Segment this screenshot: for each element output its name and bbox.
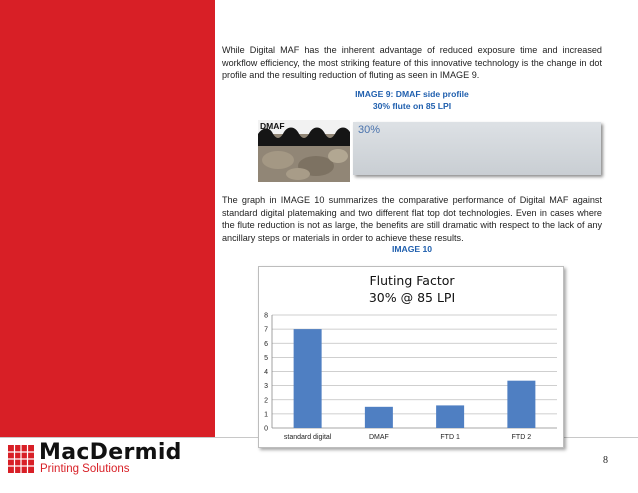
bar [436, 405, 464, 428]
flute-percent-label: 30% [358, 124, 381, 136]
x-tick-label: standard digital [283, 434, 332, 441]
y-tick-label: 2 [264, 397, 268, 405]
bar [365, 407, 393, 428]
x-tick-label: FTD 1 [440, 434, 460, 441]
fluting-factor-chart [258, 266, 564, 448]
chart-subtitle: 30% @ 85 LPI [368, 290, 456, 305]
graph-summary-paragraph: The graph in IMAGE 10 summarizes the comparative performance of Digital MAF against standard digital platemaking and two different flat top dot technologies. Even in cases where the flute reduction is not as large, the benefits are still dramatic with respect to the lack of any ancillary steps or materials in order to achieve these results. [222, 195, 602, 243]
image9-caption [222, 89, 602, 112]
y-tick-label: 6 [264, 340, 268, 348]
image9-caption-line2: 30% flute on 85 LPI [372, 100, 452, 111]
logo-text: MacDermid [39, 440, 182, 465]
red-side-band [0, 0, 215, 437]
page-number: 8 [603, 455, 608, 466]
y-tick-label: 0 [264, 425, 268, 433]
y-tick-label: 3 [264, 383, 268, 391]
y-tick-label: 8 [264, 312, 268, 320]
logo-mark-icon [8, 445, 34, 473]
y-tick-label: 4 [264, 369, 268, 376]
y-tick-label: 7 [264, 326, 268, 334]
image10-caption: IMAGE 10 [391, 244, 433, 254]
bar [294, 329, 322, 428]
chart-title: Fluting Factor [369, 273, 455, 288]
x-tick-label: DMAF [368, 434, 389, 441]
dmaf-profile-photo [258, 120, 350, 182]
flute-sample-photo [353, 122, 601, 175]
intro-paragraph: While Digital MAF has the inherent advantage of reduced exposure time and increased workflow efficiency, the most striking feature of this innovative technology is the change in dot profile and the resulting reduction of fluting as seen in IMAGE 9. [222, 45, 602, 81]
x-tick-label: FTD 2 [511, 434, 532, 441]
image9-caption-line1: IMAGE 9: DMAF side profile [355, 89, 469, 99]
macdermid-logo [8, 440, 208, 483]
chart-plot-area [259, 267, 565, 449]
y-tick-label: 1 [264, 411, 268, 419]
logo-tagline: Printing Solutions [40, 463, 130, 475]
y-tick-label: 5 [264, 354, 268, 362]
dmaf-photo-label: DMAF [260, 121, 285, 131]
bar [507, 381, 535, 428]
